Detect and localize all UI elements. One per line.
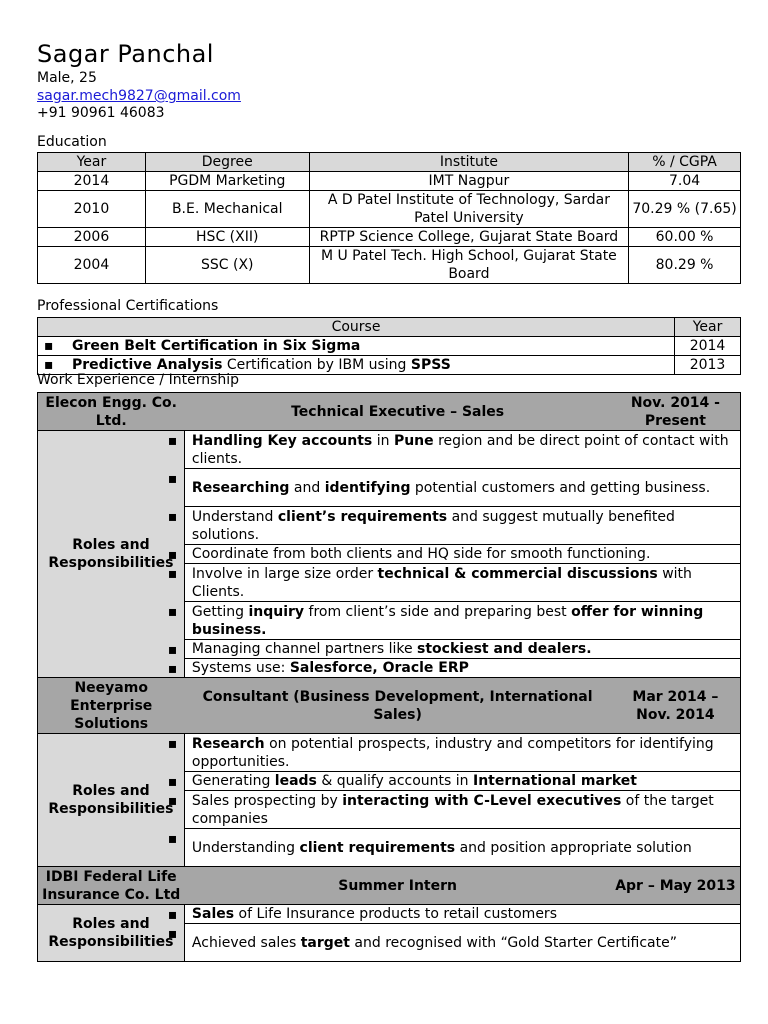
bold-text: Research	[191, 735, 265, 752]
cert-bold-text: Green Belt Certification in Six Sigma	[72, 338, 361, 354]
plain-text: of the target companies	[191, 792, 714, 827]
job-period: Apr – May 2013	[611, 867, 741, 905]
cert-text: Certification by IBM using	[222, 357, 411, 373]
job-period: Nov. 2014 - Present	[611, 393, 741, 431]
education-row	[38, 172, 741, 191]
responsibility-item	[167, 640, 740, 659]
edu-degree: B.E. Mechanical	[145, 191, 309, 228]
edu-year: 2004	[38, 247, 146, 284]
education-header-row	[38, 153, 741, 172]
bullet-icon: ▪	[44, 357, 54, 373]
bullet-icon: ▪	[167, 604, 178, 620]
column-header-institute: Institute	[309, 153, 628, 172]
plain-text: & qualify accounts in	[316, 773, 473, 789]
job-position: Consultant (Business Development, International Sales)	[184, 678, 610, 734]
bullet-icon: ▪	[167, 566, 178, 582]
bullet-icon: ▪	[167, 926, 178, 942]
plain-text: potential customers and getting business.	[410, 479, 711, 496]
edu-institute: A D Patel Institute of Technology, Sardar Patel University	[309, 191, 628, 228]
job-company: Neeyamo Enterprise Solutions	[38, 678, 185, 734]
responsibility-item	[167, 905, 740, 924]
job-header-row	[38, 867, 741, 905]
roles-label: Roles and Responsibilities	[38, 734, 185, 867]
bullet-icon: ▪	[167, 433, 178, 449]
plain-text: Involve in large size order	[191, 565, 378, 582]
bullet-icon: ▪	[167, 907, 178, 923]
bullet-icon: ▪	[167, 509, 178, 525]
edu-score: 7.04	[629, 172, 741, 191]
roles-label: Roles and Responsibilities	[38, 905, 185, 962]
bold-text: technical & commercial discussions	[377, 565, 658, 582]
roles-label: Roles and Responsibilities	[38, 431, 185, 678]
column-header-cgpa: % / CGPA	[629, 153, 741, 172]
bullet-icon: ▪	[167, 661, 178, 677]
responsibility-row	[38, 431, 741, 469]
responsibility-item	[167, 734, 740, 772]
bold-text: leads	[274, 773, 317, 789]
bullet-icon: ▪	[167, 547, 178, 563]
education-table	[37, 152, 741, 284]
responsibility-item	[167, 431, 740, 469]
bullet-icon: ▪	[167, 831, 178, 847]
plain-text: from client’s side and preparing best	[304, 603, 572, 620]
edu-year: 2014	[38, 172, 146, 191]
responsibility-item	[167, 564, 740, 602]
plain-text: Coordinate from both clients and HQ side for smooth functioning.	[191, 546, 651, 562]
responsibility-item	[167, 469, 740, 507]
bold-text: stockiest and dealers.	[417, 641, 592, 657]
column-header-year: Year	[38, 153, 146, 172]
job-company: IDBI Federal Life Insurance Co. Ltd	[38, 867, 185, 905]
edu-score: 80.29 %	[629, 247, 741, 284]
plain-text: Achieved sales	[191, 934, 301, 951]
work-heading: Work Experience / Internship	[37, 372, 240, 388]
edu-score: 70.29 % (7.65)	[629, 191, 741, 228]
column-header-year: Year	[675, 318, 741, 337]
edu-score: 60.00 %	[629, 228, 741, 247]
edu-degree: HSC (XII)	[145, 228, 309, 247]
phone-number: +91 90961 46083	[37, 105, 165, 121]
bold-text: identifying	[324, 479, 411, 496]
certifications-table	[37, 317, 741, 375]
plain-text: with Clients.	[191, 565, 692, 600]
bullet-icon: ▪	[167, 774, 178, 790]
responsibility-row	[38, 905, 741, 924]
bullet-icon: ▪	[167, 471, 178, 487]
plain-text: and	[289, 479, 325, 496]
bold-text: inquiry	[248, 603, 305, 620]
gender-age: Male, 25	[37, 70, 97, 86]
job-company: Elecon Engg. Co. Ltd.	[38, 393, 185, 431]
bold-text: offer for winning business.	[191, 603, 704, 638]
responsibility-item	[167, 791, 740, 829]
bold-text: Pune	[393, 432, 434, 449]
certification-year: 2014	[675, 337, 741, 356]
responsibility-item	[167, 659, 740, 678]
bold-text: client’s requirements	[277, 508, 448, 525]
education-row	[38, 191, 741, 228]
certifications-header-row	[38, 318, 741, 337]
plain-text: Getting	[191, 603, 249, 620]
job-header-row	[38, 678, 741, 734]
edu-institute: M U Patel Tech. High School, Gujarat State Board	[309, 247, 628, 284]
edu-institute: IMT Nagpur	[309, 172, 628, 191]
job-position: Technical Executive – Sales	[184, 393, 610, 431]
education-heading: Education	[37, 134, 107, 150]
education-row	[38, 228, 741, 247]
responsibility-item	[167, 924, 740, 962]
edu-institute: RPTP Science College, Gujarat State Board	[309, 228, 628, 247]
column-header-course: Course	[38, 318, 675, 337]
responsibility-item	[167, 829, 740, 867]
plain-text: of Life Insurance products to retail customers	[234, 906, 557, 922]
job-header-row	[38, 393, 741, 431]
responsibility-item	[167, 602, 740, 640]
bold-text: client requirements	[299, 839, 456, 856]
work-body	[38, 393, 741, 962]
bold-text: Researching	[191, 479, 290, 496]
plain-text: and suggest mutually benefited solutions.	[191, 508, 675, 543]
bullet-icon: ▪	[44, 338, 54, 354]
column-header-degree: Degree	[145, 153, 309, 172]
certifications-heading: Professional Certifications	[37, 298, 219, 314]
responsibility-item	[167, 545, 740, 564]
job-position: Summer Intern	[184, 867, 610, 905]
plain-text: Managing channel partners like	[191, 641, 418, 657]
plain-text: Sales prospecting by	[191, 792, 343, 809]
edu-degree: SSC (X)	[145, 247, 309, 284]
plain-text: region and be direct point of contact with clients.	[191, 432, 729, 467]
bullet-icon: ▪	[167, 793, 178, 809]
bold-text: Sales	[191, 906, 235, 922]
plain-text: in	[372, 432, 394, 449]
bold-text: International market	[473, 773, 637, 789]
job-period: Mar 2014 – Nov. 2014	[611, 678, 741, 734]
plain-text: Understand	[191, 508, 278, 525]
plain-text: Understanding	[191, 839, 300, 856]
plain-text: and position appropriate solution	[455, 839, 692, 856]
plain-text: Generating	[191, 773, 275, 789]
bold-text: target	[300, 934, 350, 951]
candidate-name: Sagar Panchal	[37, 40, 214, 68]
responsibility-item	[167, 507, 740, 545]
bold-text: Handling Key accounts	[191, 432, 373, 449]
edu-year: 2010	[38, 191, 146, 228]
edu-degree: PGDM Marketing	[145, 172, 309, 191]
bold-text: interacting with C-Level executives	[342, 792, 622, 809]
plain-text: and recognised with “Gold Starter Certificate”	[349, 934, 677, 951]
bold-text: Salesforce, Oracle ERP	[289, 660, 469, 676]
certification-course	[38, 337, 675, 356]
certification-row	[38, 337, 741, 356]
bullet-icon: ▪	[167, 736, 178, 752]
plain-text: on potential prospects, industry and competitors for identifying opportunities.	[191, 735, 714, 770]
responsibility-row	[38, 734, 741, 772]
cert-bold-text: SPSS	[410, 357, 451, 373]
edu-year: 2006	[38, 228, 146, 247]
cert-bold-text: Predictive Analysis	[72, 357, 223, 373]
work-table	[37, 392, 741, 962]
certification-year: 2013	[675, 356, 741, 375]
plain-text: Systems use:	[191, 660, 290, 676]
education-row	[38, 247, 741, 284]
bullet-icon: ▪	[167, 642, 178, 658]
responsibility-item	[167, 772, 740, 791]
email-link[interactable]: sagar.mech9827@gmail.com	[37, 88, 241, 104]
